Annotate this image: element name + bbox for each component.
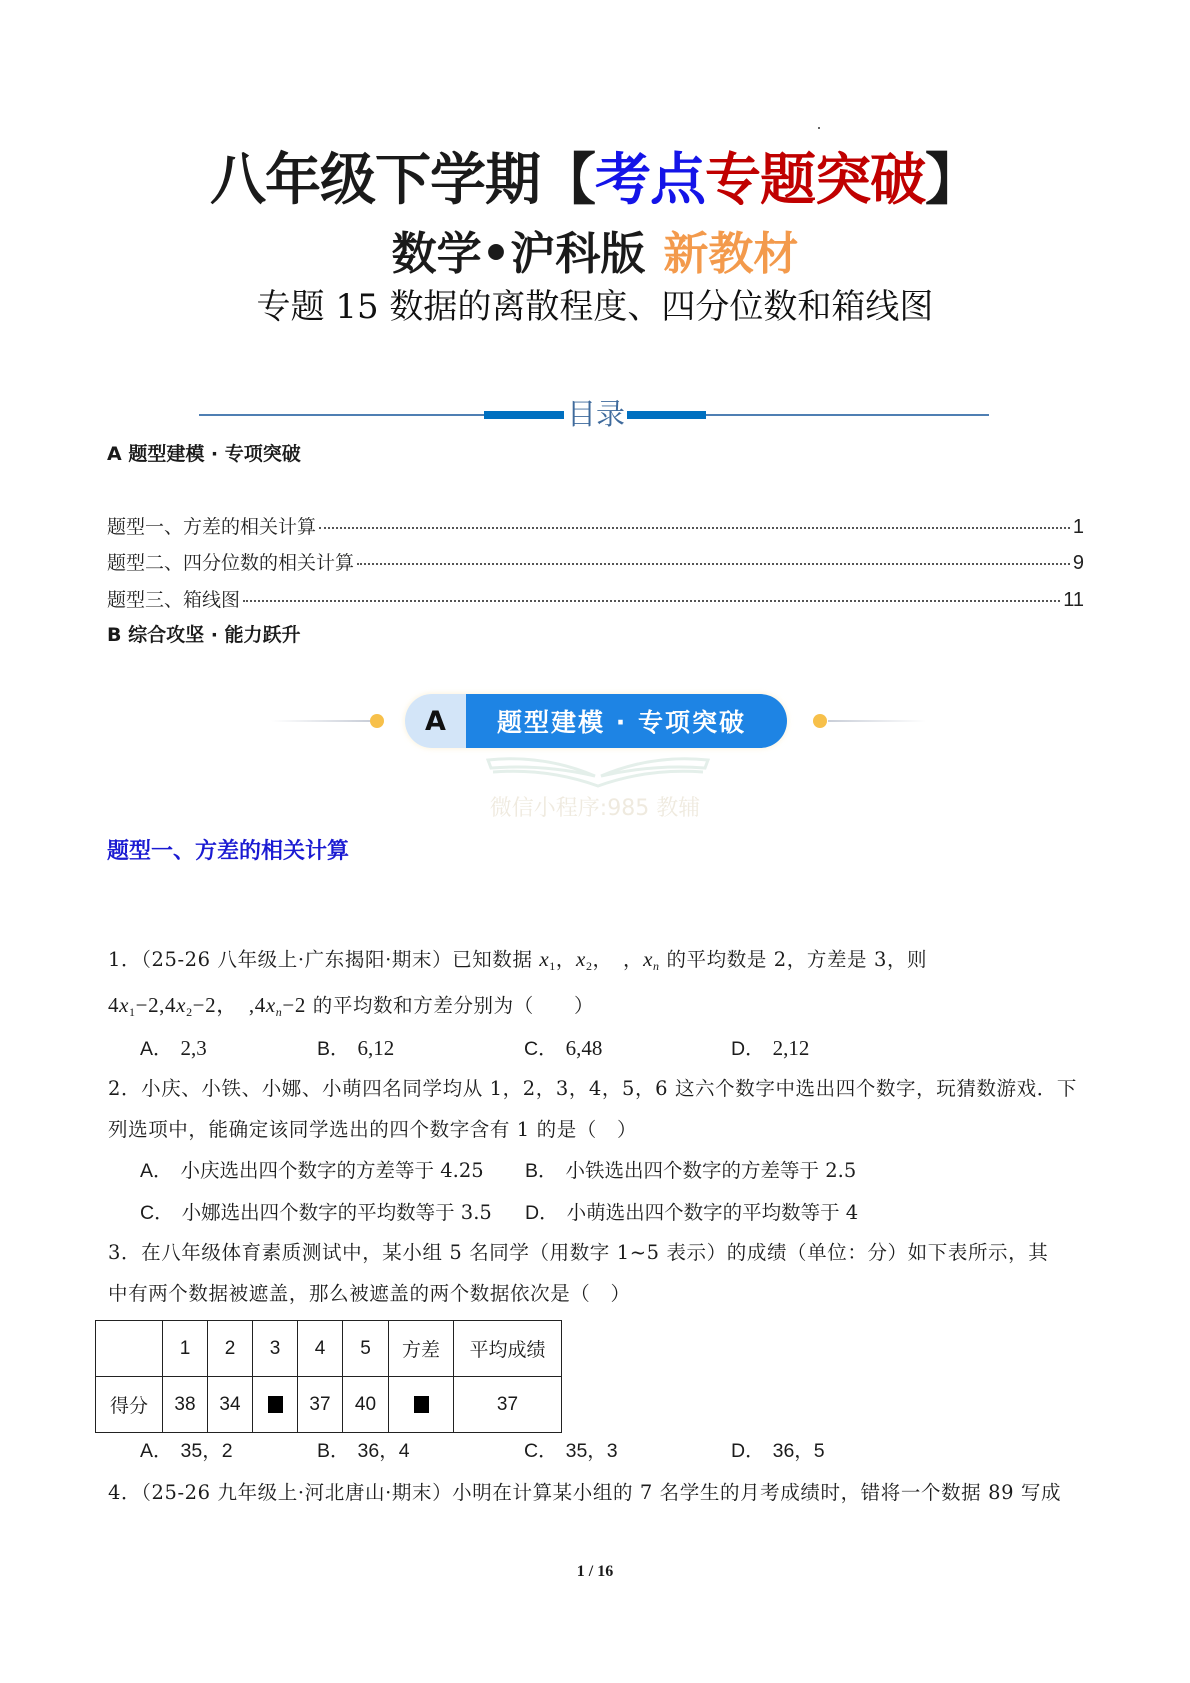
toc-section-a[interactable]: A 题型建模 · 专项突破 bbox=[107, 443, 301, 465]
title-grade: 八年级下学期 bbox=[210, 148, 540, 213]
table-cell-masked bbox=[389, 1377, 454, 1433]
banner-dot-right-icon bbox=[813, 714, 827, 728]
title-breakthrough: 专题突破 bbox=[705, 148, 925, 213]
math-text: 4 bbox=[108, 993, 120, 1017]
table-cell: 平均成绩 bbox=[454, 1321, 562, 1377]
toc-item-label: 题型二、四分位数的相关计算 bbox=[107, 552, 355, 574]
option-text: 小娜选出四个数字的平均数等于 3.5 bbox=[181, 1201, 492, 1224]
option-text: 35，2 bbox=[180, 1440, 233, 1462]
option-text: 6,12 bbox=[357, 1036, 395, 1060]
q1-option-c[interactable] bbox=[524, 1035, 602, 1061]
q1-option-a[interactable] bbox=[140, 1035, 207, 1061]
title-bracket-close: 】 bbox=[925, 148, 980, 213]
option-label: C． bbox=[140, 1202, 174, 1224]
q2-option-a[interactable] bbox=[140, 1158, 484, 1184]
dot-leader bbox=[357, 563, 1070, 565]
q2-option-b[interactable] bbox=[525, 1158, 856, 1184]
table-cell: 2 bbox=[208, 1321, 253, 1377]
masked-value-block bbox=[414, 1396, 429, 1413]
option-label: D． bbox=[731, 1038, 765, 1060]
option-text: 小萌选出四个数字的平均数等于 4 bbox=[566, 1201, 859, 1224]
q2-option-d[interactable] bbox=[525, 1200, 858, 1226]
question-3-line-2: 中有两个数据被遮盖，那么被遮盖的两个数据依次是（ ） bbox=[108, 1282, 631, 1305]
option-text: 2,12 bbox=[772, 1036, 810, 1060]
table-cell: 方差 bbox=[389, 1321, 454, 1377]
math-text: −2 bbox=[282, 993, 306, 1017]
toc-bar-left bbox=[484, 411, 564, 419]
dot-leader bbox=[243, 600, 1060, 602]
option-label: B． bbox=[317, 1440, 350, 1462]
toc-item[interactable] bbox=[107, 515, 1084, 539]
table-header-row bbox=[96, 1321, 562, 1377]
option-label: C． bbox=[524, 1440, 558, 1462]
table-row bbox=[96, 1377, 562, 1433]
section-heading: 题型一、方差的相关计算 bbox=[107, 839, 350, 864]
banner-line-left bbox=[271, 720, 370, 722]
document-subtitle bbox=[0, 228, 1190, 280]
toc-item[interactable] bbox=[107, 551, 1084, 575]
table-cell: 38 bbox=[163, 1377, 208, 1433]
option-label: B． bbox=[525, 1160, 558, 1182]
toc-item-label: 题型一、方差的相关计算 bbox=[107, 516, 317, 538]
option-text: 2,3 bbox=[180, 1036, 207, 1060]
option-text: 36，5 bbox=[772, 1440, 825, 1462]
section-banner bbox=[405, 694, 787, 748]
text-segment: 的平均数是 2，方差是 3，则 bbox=[659, 948, 928, 971]
math-variable: $x_n$ bbox=[643, 947, 660, 973]
math-variable: $x_2$ bbox=[176, 993, 193, 1019]
topic-title: 专题 15 数据的离散程度、四分位数和箱线图 bbox=[256, 287, 934, 327]
option-label: C． bbox=[524, 1038, 558, 1060]
table-cell: 3 bbox=[253, 1321, 298, 1377]
dot-leader bbox=[319, 527, 1070, 529]
math-variable: $x_n$ bbox=[265, 993, 283, 1019]
text-segment: ， bbox=[555, 948, 577, 971]
option-text: 6,48 bbox=[565, 1036, 603, 1060]
toc-divider-right bbox=[706, 414, 989, 416]
masked-value-block bbox=[268, 1396, 283, 1413]
text-segment: 1．（25-26 八年级上·广东揭阳·期末）已知数据 bbox=[108, 948, 540, 971]
question-3-line-1: 3．在八年级体育素质测试中，某小组 5 名同学（用数字 1~5 表示）的成绩（单位：分）如下表所示，其 bbox=[108, 1241, 1049, 1264]
option-label: A． bbox=[140, 1038, 173, 1060]
q3-option-c[interactable] bbox=[524, 1438, 618, 1464]
option-label: D． bbox=[731, 1440, 765, 1462]
table-cell: 1 bbox=[163, 1321, 208, 1377]
title-keypoint: 考点 bbox=[595, 148, 705, 213]
watermark-text: 微信小程序:985 教辅 bbox=[489, 796, 701, 821]
banner-line-right bbox=[828, 720, 926, 722]
question-1-line-1 bbox=[108, 946, 927, 972]
toc-item-page: 9 bbox=[1072, 552, 1084, 574]
table-cell: 40 bbox=[343, 1377, 389, 1433]
table-cell: 37 bbox=[454, 1377, 562, 1433]
math-variable: $x_1$ bbox=[539, 947, 556, 973]
math-text: −2,4 bbox=[135, 993, 177, 1017]
q1-option-b[interactable] bbox=[317, 1035, 394, 1061]
question-2-line-1: 2．小庆、小铁、小娜、小萌四名同学均从 1，2，3，4，5，6 这六个数字中选出四个数字，玩猜数游戏．下 bbox=[108, 1077, 1077, 1100]
question-2-line-2: 列选项中，能确定该同学选出的四个数字含有 1 的是（ ） bbox=[108, 1118, 638, 1141]
math-text: −2， ,4 bbox=[192, 993, 266, 1017]
option-text: 小铁选出四个数字的方差等于 2.5 bbox=[565, 1159, 857, 1182]
table-cell: 得分 bbox=[96, 1377, 163, 1433]
option-label: B． bbox=[317, 1038, 350, 1060]
stray-mark bbox=[818, 127, 820, 129]
document-title bbox=[0, 150, 1190, 212]
table-cell bbox=[96, 1321, 163, 1377]
option-label: A． bbox=[140, 1160, 173, 1182]
open-book-icon bbox=[483, 752, 713, 788]
q1-option-d[interactable] bbox=[731, 1035, 809, 1061]
option-label: D． bbox=[525, 1202, 559, 1224]
question-1-line-2 bbox=[108, 992, 594, 1018]
toc-item-page: 11 bbox=[1063, 589, 1084, 611]
score-table bbox=[95, 1320, 562, 1433]
toc-item-page: 1 bbox=[1072, 516, 1084, 538]
q3-option-d[interactable] bbox=[731, 1438, 825, 1464]
table-cell: 5 bbox=[343, 1321, 389, 1377]
subtitle-edition: 数学•沪科版 bbox=[391, 227, 646, 280]
table-cell: 37 bbox=[298, 1377, 343, 1433]
option-text: 35，3 bbox=[565, 1440, 618, 1462]
text-segment: 的平均数和方差分别为（ ） bbox=[305, 994, 595, 1017]
question-4-line-1: 4．（25-26 九年级上·河北唐山·期末）小明在计算某小组的 7 名学生的月考成绩时，错将一个数据 89 写成 bbox=[108, 1481, 1062, 1504]
toc-section-b[interactable]: B 综合攻坚 · 能力跃升 bbox=[107, 624, 301, 646]
q3-option-a[interactable] bbox=[140, 1438, 233, 1464]
option-text: 小庆选出四个数字的方差等于 4.25 bbox=[180, 1159, 484, 1182]
table-cell: 34 bbox=[208, 1377, 253, 1433]
page-number: 1 / 16 bbox=[576, 1563, 614, 1580]
toc-item-label: 题型三、箱线图 bbox=[107, 589, 241, 611]
text-segment: ， ， bbox=[592, 948, 644, 971]
math-variable: $x_2$ bbox=[576, 947, 593, 973]
table-cell-masked bbox=[253, 1377, 298, 1433]
banner-label: 题型建模 · 专项突破 bbox=[466, 694, 787, 748]
banner-dot-left-icon bbox=[370, 714, 384, 728]
toc-divider-left bbox=[199, 414, 484, 416]
q3-option-b[interactable] bbox=[317, 1438, 410, 1464]
math-variable: $x_1$ bbox=[119, 993, 136, 1019]
option-text: 36，4 bbox=[357, 1440, 410, 1462]
q2-option-c[interactable] bbox=[140, 1200, 492, 1226]
toc-heading: 目录 bbox=[566, 397, 625, 431]
subtitle-new-textbook: 新教材 bbox=[663, 227, 799, 280]
toc-bar-right bbox=[627, 411, 706, 419]
title-bracket-open: 【 bbox=[540, 148, 595, 213]
table-cell: 4 bbox=[298, 1321, 343, 1377]
option-label: A． bbox=[140, 1440, 173, 1462]
banner-letter: A bbox=[405, 694, 466, 748]
toc-item[interactable] bbox=[107, 588, 1084, 612]
